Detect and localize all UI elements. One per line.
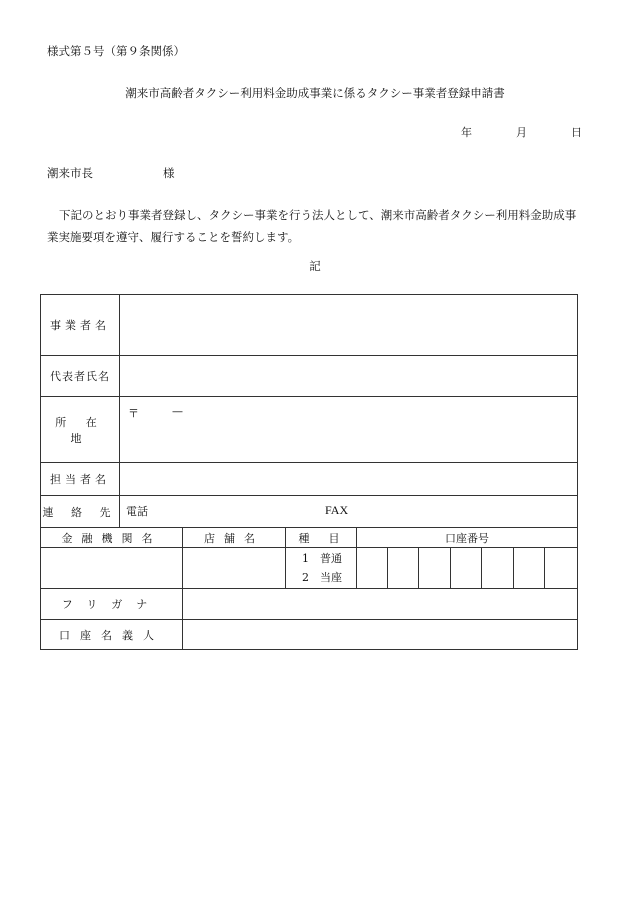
- pledge-text: 下記のとおり事業者登録し、タクシー事業を行う法人として、潮来市高齢者タクシー利用料金助成事業実施要項を遵守、履行することを誓約します。: [47, 208, 577, 244]
- type-option-current[interactable]: 2 当座: [302, 571, 342, 584]
- business-name-label: 事業者名: [41, 295, 120, 356]
- account-number-label: 口座番号: [357, 528, 578, 548]
- business-name-field[interactable]: [120, 295, 578, 356]
- account-type-cell[interactable]: [286, 548, 357, 589]
- registration-form-table: [40, 294, 578, 650]
- representative-label: 代表者氏名: [41, 356, 120, 397]
- type-label: 種 目: [286, 528, 357, 548]
- contact-person-field[interactable]: [120, 463, 578, 496]
- date-line: [439, 124, 582, 140]
- account-digit-1[interactable]: [357, 548, 388, 589]
- tel-label: 電話: [126, 505, 148, 518]
- contact-field[interactable]: [120, 496, 578, 528]
- form-number: 様式第５号（第９条関係）: [47, 44, 185, 58]
- address-field[interactable]: [120, 397, 578, 463]
- account-digit-5[interactable]: [482, 548, 514, 589]
- date-day: 日: [571, 126, 582, 139]
- row-account-holder: [41, 620, 578, 650]
- row-contact: [41, 496, 578, 528]
- account-digit-7[interactable]: [545, 548, 578, 589]
- furigana-label: フリガナ: [41, 589, 183, 620]
- postal-dash: —: [172, 405, 183, 418]
- bank-name-field[interactable]: [41, 548, 183, 589]
- addressee: [47, 165, 175, 181]
- fax-label: FAX: [325, 503, 349, 517]
- contact-label: 連 絡 先: [41, 496, 120, 528]
- type-option-ordinary[interactable]: 1 普通: [302, 552, 342, 565]
- addressee-name: 潮来市長: [47, 166, 93, 180]
- representative-field[interactable]: [120, 356, 578, 397]
- row-address: [41, 397, 578, 463]
- branch-name-label: 店舗名: [183, 528, 286, 548]
- document-title: 潮来市高齢者タクシー利用料金助成事業に係るタクシー事業者登録申請書: [125, 86, 505, 100]
- furigana-field[interactable]: [183, 589, 578, 620]
- row-representative: [41, 356, 578, 397]
- row-furigana: [41, 589, 578, 620]
- address-label: 所 在 地: [41, 397, 120, 463]
- account-digit-2[interactable]: [388, 548, 419, 589]
- ki-marker: 記: [309, 259, 321, 273]
- row-bank-values: [41, 548, 578, 589]
- account-holder-label: 口座名義人: [41, 620, 183, 650]
- account-digit-6[interactable]: [514, 548, 545, 589]
- contact-person-label: 担当者名: [41, 463, 120, 496]
- honorific: 様: [163, 166, 175, 180]
- date-month: 月: [516, 126, 527, 139]
- account-holder-field[interactable]: [183, 620, 578, 650]
- account-digit-3[interactable]: [419, 548, 451, 589]
- branch-name-field[interactable]: [183, 548, 286, 589]
- row-business-name: [41, 295, 578, 356]
- row-bank-header: [41, 528, 578, 548]
- bank-name-label: 金融機関名: [41, 528, 183, 548]
- postal-mark: 〒: [128, 407, 139, 420]
- date-year: 年: [461, 126, 472, 139]
- account-digit-4[interactable]: [451, 548, 482, 589]
- row-contact-person: [41, 463, 578, 496]
